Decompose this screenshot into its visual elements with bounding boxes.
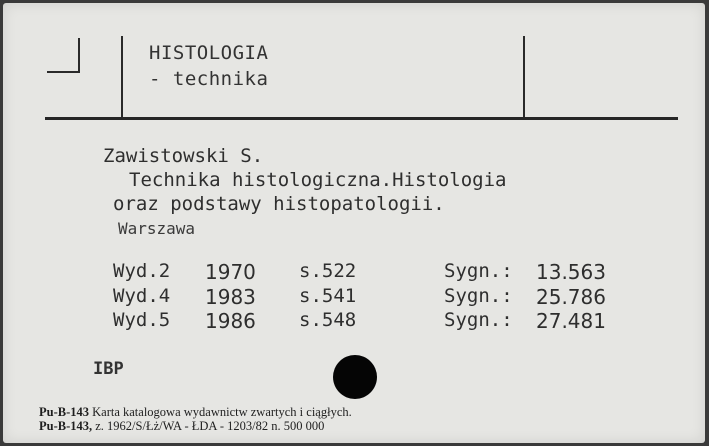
edition-number: Wyd.5 — [113, 309, 171, 331]
publication-place: Warszawa — [118, 219, 196, 238]
header-rule — [45, 117, 678, 120]
catalog-card — [3, 3, 705, 443]
edition-year: 1986 — [205, 309, 256, 333]
library-stamp: IBP — [93, 359, 124, 379]
edition-year: 1970 — [205, 260, 256, 284]
footer-line-1 — [39, 405, 352, 420]
signature-number: 25.786 — [536, 285, 606, 309]
title-line-2: oraz podstawy histopatologii. — [113, 193, 445, 215]
header-divider-left — [121, 36, 123, 118]
header-divider-right — [523, 36, 525, 118]
author: Zawistowski S. — [103, 145, 264, 167]
form-description: Karta katalogowa wydawnictw zwartych i ciągłych. — [89, 405, 352, 419]
print-info: z. 1962/S/Łż/WA - ŁDA - 1203/82 n. 500 000 — [92, 419, 325, 433]
title-line-1: Technika histologiczna.Histologia — [129, 169, 507, 191]
edition-pages: s.541 — [299, 285, 357, 307]
corner-bracket-mark — [45, 36, 81, 74]
signature-label: Sygn.: — [444, 309, 513, 331]
footer-line-2 — [39, 419, 324, 434]
signature-label: Sygn.: — [444, 260, 513, 282]
form-code: Pu-B-143, — [39, 419, 93, 433]
edition-pages: s.522 — [299, 260, 357, 282]
subject-heading — [149, 40, 268, 92]
signature-label: Sygn.: — [444, 285, 513, 307]
edition-year: 1983 — [205, 285, 256, 309]
signature-number: 13.563 — [536, 260, 606, 284]
edition-pages: s.548 — [299, 309, 357, 331]
edition-number: Wyd.2 — [113, 260, 171, 282]
subject-line-2: - technika — [149, 68, 269, 90]
signature-number: 27.481 — [536, 309, 606, 333]
punch-hole — [333, 355, 377, 399]
subject-line-1: HISTOLOGIA — [149, 42, 269, 64]
edition-number: Wyd.4 — [113, 285, 171, 307]
form-code: Pu-B-143 — [39, 405, 89, 419]
